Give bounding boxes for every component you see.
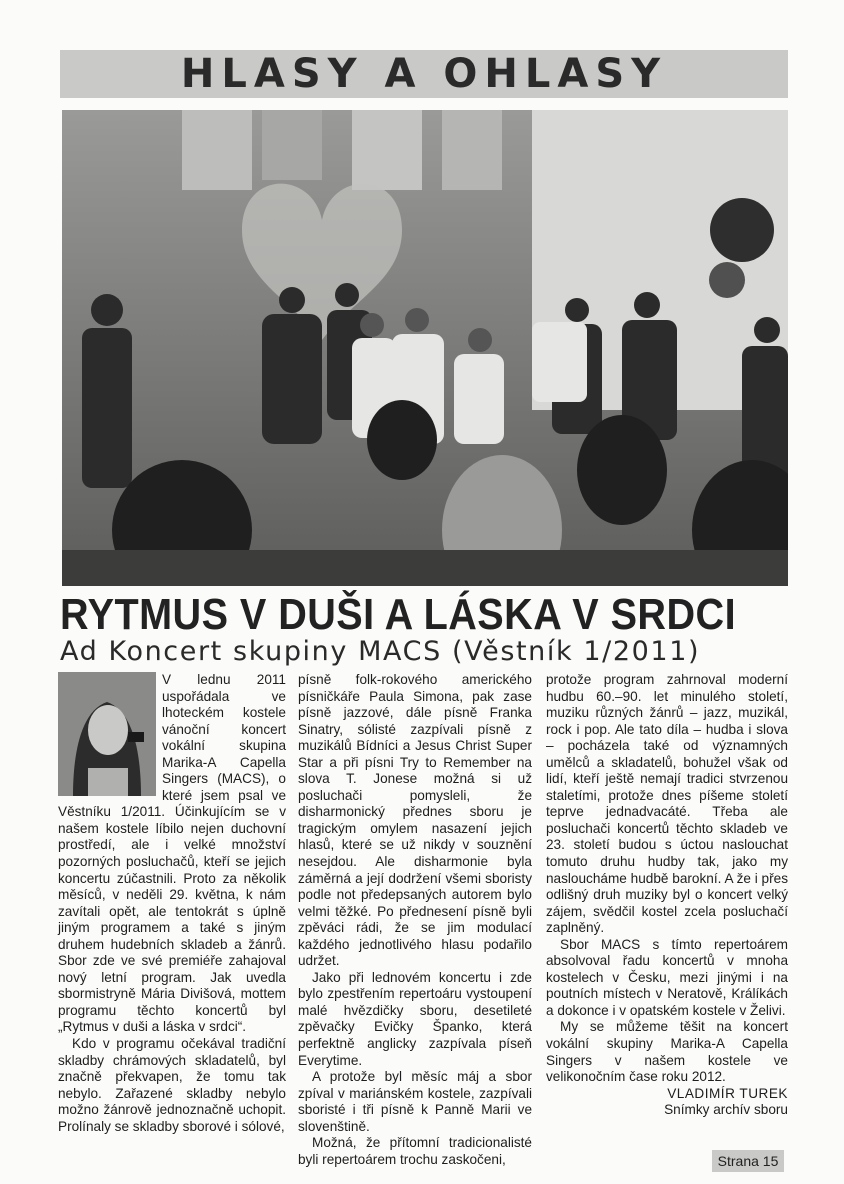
photo-credit: Snímky archív sboru	[664, 1102, 788, 1118]
article-headline: RYTMUS V DUŠI A LÁSKA V SRDCI	[60, 590, 737, 639]
column-3	[546, 672, 788, 1119]
section-title: HLASY A OHLASY	[180, 51, 668, 97]
article-subheadline: Ad Koncert skupiny MACS (Věstník 1/2011)	[60, 636, 701, 667]
paragraph: Kdo v programu očekával tradiční skladby chrámových skladatelů, byl značně překvapen, že tomu tak nebylo. Zařazené skladby nebylo možno žánrově jednoznačně uchopit. Prolínaly se skladby sborové i sólové,	[58, 1036, 286, 1134]
section-banner	[60, 50, 788, 98]
author-name: VLADIMÍR TUREK	[667, 1085, 788, 1101]
choir-photo	[62, 110, 788, 586]
singer-portrait	[58, 672, 156, 796]
paragraph: písně folk-rokového amerického písničkáře Paula Simona, pak zase písně jazzové, dále písně Franka Sinatry, sólisté zazpívali písně z muzikálů Bídníci a Jesus Christ Super Star a při písni Try to Remember na slova T. Jonese možná si už posluchači pomysleli, že disharmonický přednes sboru je tragickým omylem nasazení jejich hlasů, které se už nikdy v souznění nesejdou. Ale disharmonie byla záměrná a její dodržení všemi sboristy podle not předepsaných autorem bylo velmi těžké. Po přednesení písně byli zpěváci rádi, že se jim modulací každého jednotlivého hlasu podařilo udržet.	[298, 672, 532, 969]
column-1	[58, 672, 286, 1135]
paragraph: A protože byl měsíc máj a sbor zpíval v mariánském kostele, zazpívali sboristé i tři písně k Panně Marii ve slovenštině.	[298, 1069, 532, 1134]
signature-block	[546, 1086, 788, 1119]
column-2	[298, 672, 532, 1168]
paragraph: protože program zahrnoval moderní hudbu 60.–90. let minulého století, muziku různých žánrů – jazz, muzikál, rock i pop. Ale tato díla – hudba i slova – pocházela také od významných umělců a skladatelů, bohužel však od lidí, kteří ještě nemají tradici stvrzenou staletími, protože dnes píšeme století teprve jednadvacáté. Třeba ale posluchači koncertů těchto skladeb ve 23. století budou s úctou naslouchat tomuto druhu hudby tak, jako my nasloucháme hudbě barokní. A že i přes odlišný druh muziky byl o koncert velký zájem, svědčil kostel zcela posluchačí zaplněný.	[546, 672, 788, 936]
paragraph: My se můžeme těšit na koncert vokální skupiny Marika-A Capella Singers v našem kostele ve velikonočním čase roku 2012.	[546, 1019, 788, 1085]
paragraph: Jako při lednovém koncertu i zde bylo zpestřením repertoáru vystoupení malé hvězdičky sboru, desetileté zpěvačky Evičky Španko, která perfektně anglicky zazpívala píseň Everytime.	[298, 969, 532, 1068]
page-number: Strana 15	[712, 1150, 784, 1172]
paragraph: Sbor MACS s tímto repertoárem absolvoval řadu koncertů v mnoha kostelech v Česku, mezi jinými i na poutních místech v Neratově, Králíkách a dokonce i v opatském kostele v Želivi.	[546, 936, 788, 1018]
paragraph: Možná, že přítomní tradicionalisté byli repertoárem trochu zaskočeni,	[298, 1135, 532, 1167]
paragraph: V lednu 2011 uspořádala ve lhoteckém kostele vánoční koncert vokální skupina Marika-A Capella Singers (MACS), o které jsem psal ve Věstníku 1/2011. Účinkujícím se v našem kostele líbilo nejen duchovní prostředí, ale i velké množství pozorných posluchačů, kteří se jejich koncertu zúčastnili. Proto za několik měsíců, v neděli 29. května, k nám zavítali opět, ale tentokrát s úplně jiným programem a také s jiným druhem hudebních skladeb a žánrů. Sbor zde ve své premiéře zahajoval nový letní program. Jak uvedla sbormistryně Mária Divišová, mottem programu těchto koncertů byl „Rytmus v duši a láska v srdci“.	[58, 672, 286, 1035]
